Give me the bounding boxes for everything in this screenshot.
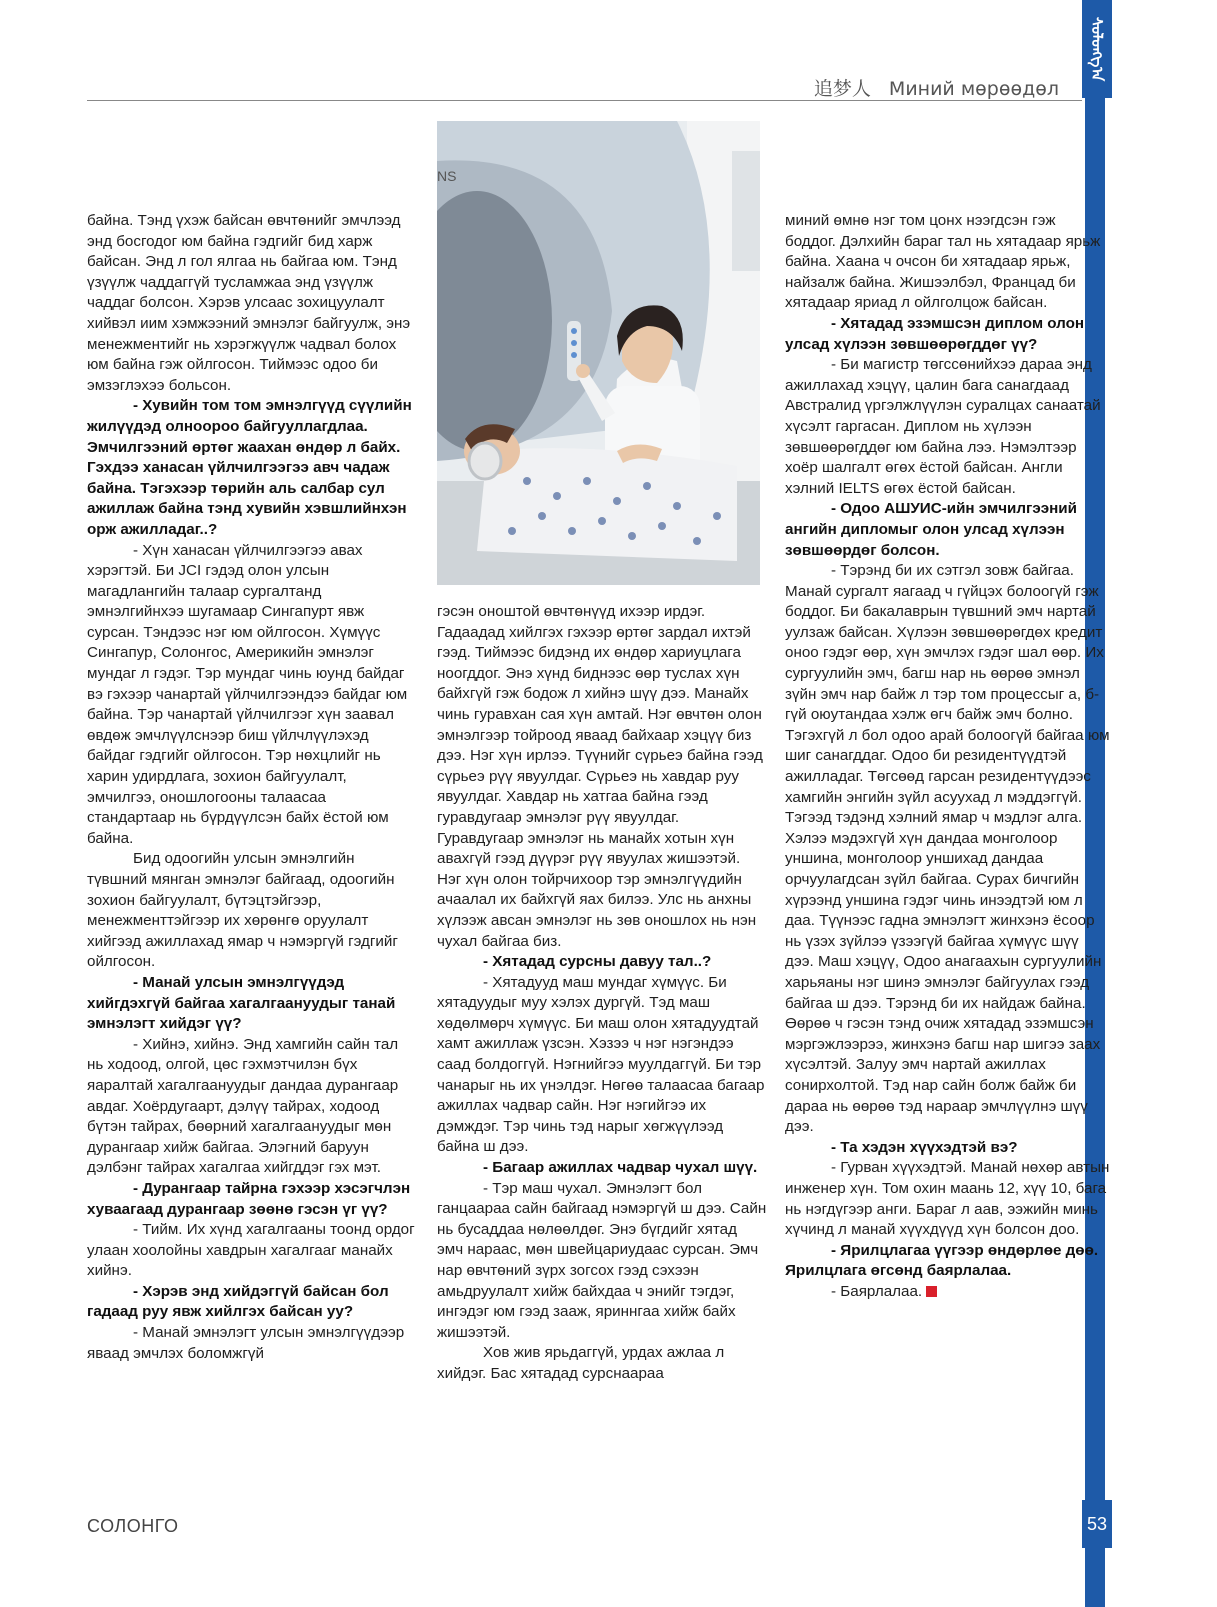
- paragraph-text: - Би магистр төгссөнийхээ дараа энд ажиллахад хэцүү, цалин бага санагдаад Австралид үргэлжлүүлэн суралцах санаатай хүсэлт гаргасан. Диплом нь хүлээн зөвшөөрөгддөг юм байна лээ. Нэмэлтээр хоёр шалгалт өгөх ёстой байсан. Англи хэлний IELTS өгөх ёстой байсан.: [785, 356, 1101, 497]
- interview-question: [785, 1241, 1110, 1282]
- section-header: [814, 74, 1059, 101]
- paragraph-text: - Манай эмнэлэгт улсын эмнэлгүүдээр яваад эмчлэх боломжгүй: [87, 1324, 405, 1362]
- paragraph-text: - Одоо АШУИС-ийн эмчилгээний ангийн дипломыг олон улсад хүлээн зөвшөөрдөг болсон.: [785, 500, 1077, 559]
- article-column-2: [437, 602, 767, 1385]
- paragraph-text: - Хийнэ, хийнэ. Энд хамгийн сайн тал нь ходоод, олгой, цөс гэхмэтчилэн бүх яаралтай хагалгаануудыг дандаа дурангаар авдаг. Хоёрдугаарт, дэлүү тайрах, ходоод бүтэн тайрах, бөөрний хагалгаануудыг мөн дурангаар хийж байгаа. Элэгний баруун дэлбэнг тайрах хагалгаа хийгддэг гэх мэт.: [87, 1035, 399, 1177]
- paragraph-text: - Гурван хүүхэдтэй. Манай нөхөр автын инженер хүн. Том охин маань 12, хүү 10, бага нь нэгдүгээр анги. Бараг л аав, ээжийн минь хүчинд л манай хүүхдүүд хүн болсон доо.: [785, 1159, 1110, 1239]
- paragraph-text: - Хятадад эзэмшсэн диплом олон улсад хүлээн зөвшөөрөгддөг үү?: [785, 314, 1085, 353]
- interview-question: [87, 396, 417, 540]
- article-paragraph: [437, 1179, 767, 1344]
- interview-question: [437, 1158, 767, 1179]
- article-paragraph: [87, 1035, 417, 1179]
- header-divider: [87, 100, 1082, 101]
- paragraph-text: миний өмнө нэг том цонх нээгдсэн гэж боддог. Дэлхийн бараг тал нь хятадаар ярьж байна. Хаана ч очсон би хятадаар ярьж, найзалж байна. Жишээлбэл, Францад би хятадаар яриад л ойлголцож байсан.: [785, 212, 1101, 312]
- paragraph-text: Бид одоогийн улсын эмнэлгийн түвшний мянган эмнэлэг байгаад, одоогийн зохион байгуулалт, бүтэцтэйгээр, менежменттэйгээр их хөрөнгө оруулалт хийгээд ажиллахад ямар ч нэмэргүй гэдгийг ойлгосон.: [87, 850, 398, 971]
- article-paragraph: [785, 561, 1110, 1138]
- paragraph-text: - Хэрэв энд хийдэггүй байсан бол гадаад руу явж хийлгэх байсан уу?: [87, 1282, 389, 1321]
- corner-label: ᠰᠣᠯᠣᠩᠭ᠎ᠠ: [1088, 16, 1106, 82]
- chinese-title: 追梦人: [813, 78, 871, 100]
- interview-question: [87, 973, 417, 1035]
- section-title: Миний мөрөөдөл: [888, 78, 1059, 100]
- paragraph-text: - Хятадад сурсны давуу тал..?: [483, 953, 712, 971]
- paragraph-text: - Ярилцлагаа үүгээр өндөрлөе дөө. Ярилцлага өгсөнд баярлалаа.: [785, 1241, 1099, 1280]
- article-column-1: [87, 211, 417, 1364]
- paragraph-text: - Баярлалаа.: [831, 1282, 923, 1300]
- paragraph-text: Хов жив ярьдаггүй, урдах ажлаа л хийдэг. Бас хятадад сурснаараа: [437, 1344, 725, 1382]
- paragraph-text: - Манай улсын эмнэлгүүдэд хийгдэхгүй байгаа хагалгаануудыг танай эмнэлэгт хийдэг үү?: [87, 973, 396, 1033]
- scanner-brand-text: NS: [437, 168, 457, 184]
- article-paragraph: [87, 849, 417, 973]
- paragraph-text: - Та хэдэн хүүхэдтэй вэ?: [831, 1138, 1018, 1156]
- paragraph-text: - Хувийн том том эмнэлгүүд сүүлийн жилүүдэд олноороо байгууллагдлаа. Эмчилгээний өртөг жаахан өндөр л байх. Гэхдээ ханасан үйлчилгээгээ авч чадаж байна. Тэгэхээр төрийн аль салбар сул ажиллаж байна тэнд хувийн хэвшлийнхэн орж ажилладаг..?: [87, 397, 412, 538]
- article-paragraph: [437, 973, 767, 1158]
- article-column-3: [785, 211, 1110, 1302]
- interview-question: [785, 1138, 1110, 1159]
- article-paragraph: [87, 1323, 417, 1364]
- paragraph-text: - Багаар ажиллах чадвар чухал шүү.: [483, 1159, 758, 1177]
- paragraph-text: байна. Тэнд үхэж байсан өвчтөнийг эмчлээд энд босгодог юм байна гэдгийг бид харж байсан. Энд л гол ялгаа нь байгаа юм. Тэнд үзүүлж чаддаггүй тусламжаа энд үзүүлж чаддаг болсон. Хэрэв улсаас зохицуулалт хийвэл иим хэмжээний эмнэлэг байгуулж, энэ менежментийг нь хэрэгжүүлж чадвал болох юм байна гэж ойлгосон. Тиймээс одоо би эмзэглэхээ больсон.: [87, 212, 411, 394]
- paragraph-text: - Хүн ханасан үйлчилгээгээ авах хэрэгтэй. Би JCI гэдэд олон улсын магадлангийн талаар сургалтанд эмнэлгийнхээ шугамаар Сингапурт явж сурсан. Тэндээс нэг юм ойлгосон. Хүмүүс Сингапур, Солонгос, Америкийн эмнэлэг мундаг л гэдэг. Тэр мундаг чинь юунд байдаг вэ гэхээр чанартай үйлчилгээндээ байдаг юм байна. Тэр чанартай үйлчилгээг хүн заавал өвдөж эмчлүүлснээр биш үйлчлүүлэхэд байдаг гэдгийг ойлгосон. Тэр нөхцлийг нь харин удирдлага, зохион байгуулалт, эмчилгээ, оношлогооны талаасаа стандартаар нь бүрдүүлсэн байх ёстой юм байна.: [87, 541, 408, 847]
- paragraph-text: гэсэн оноштой өвчтөнүүд ихээр ирдэг. Гадаадад хийлгэх гэхээр өртөг зардал ихтэй гээд. Тиймээс бидэнд их өндөр хариуцлага ноогддог. Энэ хүнд биднээс өөр туслах хүн байхгүй гэж бодож л хийнэ шүү дээ. Манайх чинь гуравхан сая хүн амтай. Нэг өвчтөн олон эмнэлгээр тойроод яваад байхаар хэцүү биз дээ. Нэг хүн ирлээ. Түүнийг сүрьеэ байна гээд сүрьеэ рүү явуулдаг. Сүрьеэ нь хавдар руу явуулдаг. Хавдар нь хатгаа байна гээд гуравдугаар эмнэлэг рүү явуулдаг. Гуравдугаар эмнэлэг нь манайх хотын хүн авахгүй гээд дүүрэг рүү явуулах жишээтэй. Нэг хүн олон тойрчихоор тэр эмнэлгүүдийн ачаалал их байхгүй яах билээ. Улс нь анхны хүлээж авсан эмнэлэг нь зөв оношлох нь нэн чухал байгаа биз.: [437, 603, 763, 950]
- paragraph-text: - Тийм. Их хүнд хагалгааны тоонд ордог улаан хоолойны хавдрын хагалгааг манайх хийнэ.: [87, 1221, 415, 1280]
- end-mark-icon: [926, 1286, 937, 1297]
- interview-question: [785, 499, 1110, 561]
- article-paragraph: [437, 1343, 767, 1384]
- paragraph-text: - Дурангаар тайрна гэхээр хэсэгчлэн хуваагаад дурангаар зөөнө гэсэн үг үү?: [87, 1179, 411, 1218]
- article-paragraph: [785, 1282, 1110, 1303]
- article-paragraph: [87, 1220, 417, 1282]
- mri-photo: [437, 121, 760, 585]
- paragraph-text: - Хятадууд маш мундаг хүмүүс. Би хятадуудыг муу хэлэх дургүй. Тэд маш хөдөлмөрч хүмүүс. Би маш олон хятадуудтай хамт ажиллаж үзсэн. Хэзээ ч нэг нэгэндээ саад болдоггүй. Нэгнийгээ муулдаггүй. Би тэр чанарыг нь их үнэлдэг. Нөгөө талаасаа багаар ажиллах чадвар сайн. Нэг нэгийгээ их дэмждэг. Тэр чинь тэд нарыг хөгжүүлээд байна ш дээ.: [437, 973, 765, 1156]
- paragraph-text: - Тэр маш чухал. Эмнэлэгт бол ганцаараа сайн байгаад нэмэргүй ш дээ. Сайн нь бусаддаа нөлөөлдөг. Энэ бүгдийг хятад эмч нараас, мөн швейцариудаас сурсан. Эмч нар өвчтөний зүрх зогсох гээд сэхээн амьдруулалт хийж байхдаа ч энийг тэгдэг, ингэдэг юм гээд зааж, яриннгаа хийж байх жишээтэй.: [437, 1179, 767, 1341]
- magazine-corner-tab: [1082, 0, 1112, 98]
- page-number: 53: [1082, 1500, 1112, 1548]
- interview-question: [785, 314, 1110, 355]
- article-paragraph: [785, 1158, 1110, 1240]
- interview-question: [87, 1282, 417, 1323]
- article-paragraph: [785, 211, 1110, 314]
- interview-question: [437, 952, 767, 973]
- magazine-name: СОЛОНГО: [87, 1516, 179, 1536]
- article-paragraph: [87, 211, 417, 396]
- interview-question: [87, 1179, 417, 1220]
- paragraph-text: - Тэрэнд би их сэтгэл зовж байгаа. Манай сургалт яагаад ч гүйцэх болоогүй гэж боддог. Би бакалаврын түвшний эмч нартай уулзаж байсан. Хүлээн зөвшөөрөгдөх кредит оноо гэдэг өөр, хүн эмчлэх гэдэг шал өөр. Их сургуулийн эмч, багш нар нь өөрөө эмнэл зүйн эмч нар байж л тэр том процессыг а, б-гүй оюутандаа хэлж өгч байж эмч болно. Тэгэхгүй л бол одоо арай болоогүй байгаа юм шиг санагддаг. Одоо би резидентүүдтэй ажилладаг. Төгсөөд гарсан резидентүүдээс хамгийн энгийн зүйл асуухад л мэддэггүй. Тэгээд тэдэнд хэлний ямар ч мэдлэг алга. Хэлээ мэдэхгүй хүн дандаа монголоор уншина, монголоор уншихад дандаа орчуулагдсан зүйл байгаа. Сурах бичгийн хүрээнд уншина гэдэг чинь инээдтэй юм л даа. Түүнээс гадна эмнэлэгт жинхэнэ ёсоор нь үзэх зүйлээ үзээгүй байгаа хүмүүс шүү дээ. Маш хэцүү, Одоо анагаахын сургуулийн харьяаны нэг шинэ эмнэлэг байгуулах гээд байгаа ш дээ. Тэрэнд би их найдаж байна. Өөрөө ч гэсэн тэнд очиж хятадад эзэмшсэн мэргэжлээрээ, жинхэнэ багш нар шигээ заах хүсэлтэй. Залуу эмч нартай ажиллах сонирхолтой. Тэд нар сайн болж байж би дараа нь өөрөө тэд нараар эмчлүүлнэ шүү дээ.: [785, 562, 1110, 1136]
- article-paragraph: [87, 541, 417, 850]
- article-paragraph: [785, 355, 1110, 499]
- article-paragraph: [437, 602, 767, 952]
